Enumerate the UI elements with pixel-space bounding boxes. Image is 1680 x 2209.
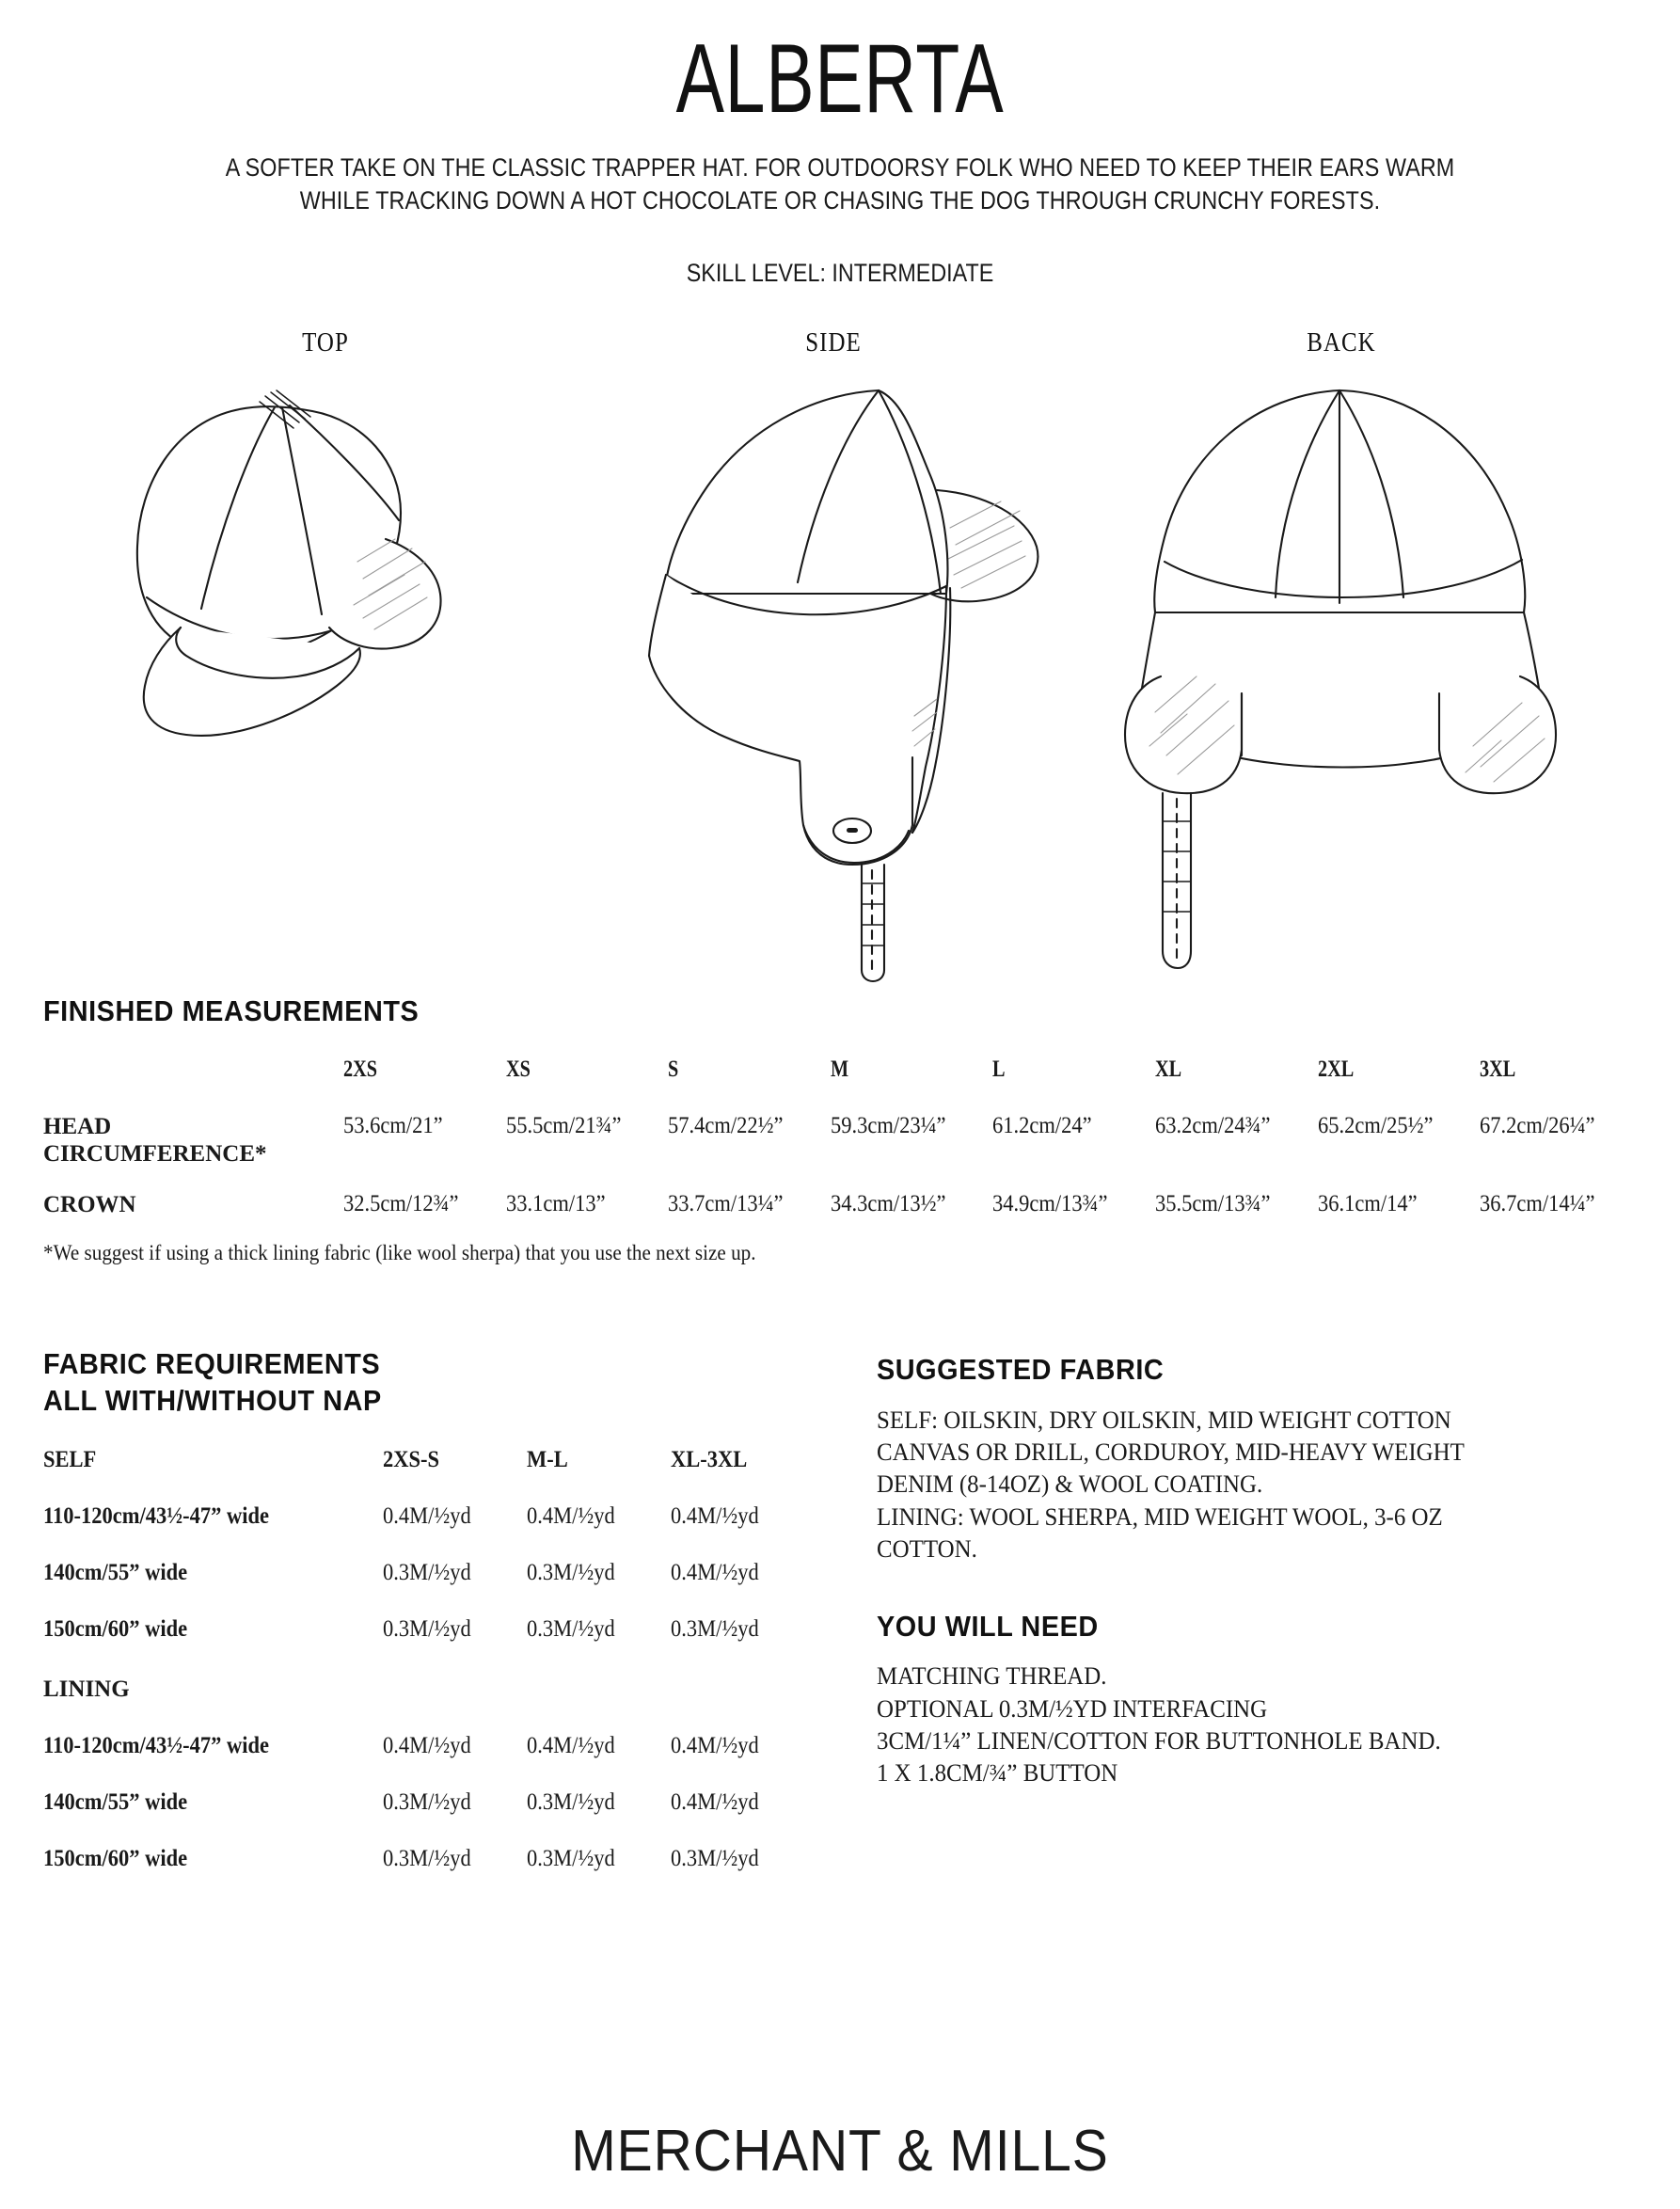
table-row	[43, 1658, 815, 1718]
suggested-fabric-text	[877, 1404, 1591, 1565]
lining-row-1-m-l: 0.4M/½yd	[527, 1732, 616, 1758]
size-header-3xl	[1480, 1057, 1625, 1107]
table-header-row	[43, 1434, 815, 1488]
self-row-2-m-l: 0.3M/½yd	[527, 1559, 616, 1585]
size-header-2xl	[1318, 1057, 1464, 1107]
lining-row-2-width: 140cm/55” wide	[43, 1788, 188, 1815]
hat-top-illustration	[81, 362, 570, 757]
size-label: M	[830, 1056, 848, 1082]
cell-crown-m: 34.3cm/13½”	[830, 1190, 946, 1216]
lining-row-3-2xs-s: 0.3M/½yd	[383, 1845, 472, 1871]
self-row-1-2xs-s: 0.4M/½yd	[383, 1502, 472, 1529]
you-will-need-line-2: OPTIONAL 0.3M/½YD INTERFACING	[877, 1693, 1268, 1723]
size-label: 2XS	[343, 1056, 378, 1082]
row-label-head-circumference: HEAD CIRCUMFERENCE*	[43, 1113, 267, 1168]
table-row	[43, 1545, 815, 1601]
lining-row-2-2xs-s: 0.3M/½yd	[383, 1788, 472, 1815]
table-row	[43, 1107, 1642, 1185]
view-back	[1097, 327, 1586, 988]
cell-head-2xs: 53.6cm/21”	[343, 1112, 443, 1138]
lining-row-3-width: 150cm/60” wide	[43, 1845, 188, 1871]
you-will-need-line-3: 3CM/1¼” LINEN/COTTON FOR BUTTONHOLE BAND.	[877, 1726, 1442, 1755]
finished-measurements-table	[43, 1057, 1642, 1236]
column-header-xl-3xl: XL-3XL	[671, 1446, 748, 1472]
self-row-2-xl-3xl: 0.4M/½yd	[671, 1559, 759, 1585]
description-line-2: WHILE TRACKING DOWN A HOT CHOCOLATE OR CHASING THE DOG THROUGH CRUNCHY FORESTS.	[299, 186, 1381, 215]
self-row-2-2xs-s: 0.3M/½yd	[383, 1559, 472, 1585]
description-line-1: A SOFTER TAKE ON THE CLASSIC TRAPPER HAT. FOR OUTDOORSY FOLK WHO NEED TO KEEP THEIR EARS WARM	[225, 153, 1455, 183]
cell-head-xl: 63.2cm/24¾”	[1155, 1112, 1271, 1138]
size-header-xl	[1155, 1057, 1301, 1107]
cell-head-3xl: 67.2cm/26¼”	[1480, 1112, 1595, 1138]
measurement-label-header	[43, 1057, 313, 1107]
cell-head-xs: 55.5cm/21¾”	[505, 1112, 622, 1138]
lower-section	[43, 1346, 1637, 1887]
view-side-label: SIDE	[805, 327, 862, 358]
hat-back-illustration	[1097, 362, 1586, 983]
fabric-requirements-heading-line-2: ALL WITH/WITHOUT NAP	[43, 1383, 382, 1417]
suggested-fabric-heading: SUGGESTED FABRIC	[877, 1353, 1165, 1387]
self-row-1-xl-3xl: 0.4M/½yd	[671, 1502, 759, 1529]
size-label: L	[992, 1056, 1006, 1082]
column-header-m-l: M-L	[527, 1446, 569, 1472]
fabric-and-notions-column	[877, 1346, 1637, 1887]
table-row	[43, 1601, 815, 1658]
self-row-3-m-l: 0.3M/½yd	[527, 1615, 616, 1642]
lining-header: LINING	[43, 1676, 130, 1702]
page-footer	[0, 2118, 1680, 2185]
table-row	[43, 1488, 815, 1545]
cell-head-m: 59.3cm/23¼”	[830, 1112, 946, 1138]
lining-row-3-xl-3xl: 0.3M/½yd	[671, 1845, 759, 1871]
suggested-fabric-line-4: LINING: WOOL SHERPA, MID WEIGHT WOOL, 3-6 OZ	[877, 1502, 1444, 1531]
view-top-label: TOP	[302, 327, 349, 358]
view-side	[626, 327, 1040, 988]
size-label: S	[668, 1056, 679, 1082]
lining-row-2-m-l: 0.3M/½yd	[527, 1788, 616, 1815]
cell-crown-l: 34.9cm/13¾”	[992, 1190, 1108, 1216]
pattern-description	[195, 151, 1486, 217]
skill-level: SKILL LEVEL: INTERMEDIATE	[686, 259, 994, 288]
size-header-xs	[506, 1057, 652, 1107]
brand-logo: MERCHANT & MILLS	[571, 2119, 1109, 2184]
you-will-need-line-4: 1 X 1.8CM/¾” BUTTON	[877, 1758, 1118, 1788]
cell-crown-xl: 35.5cm/13¾”	[1155, 1190, 1271, 1216]
size-label: XS	[505, 1056, 531, 1082]
cell-head-s: 57.4cm/22½”	[668, 1112, 784, 1138]
table-row	[43, 1718, 815, 1774]
row-label-crown: CROWN	[43, 1191, 136, 1217]
technical-drawings	[43, 327, 1637, 986]
suggested-fabric-line-5: COTTON.	[877, 1534, 978, 1564]
cell-head-2xl: 65.2cm/25½”	[1317, 1112, 1434, 1138]
self-row-3-2xs-s: 0.3M/½yd	[383, 1615, 472, 1642]
cell-crown-3xl: 36.7cm/14¼”	[1480, 1190, 1595, 1216]
cell-head-l: 61.2cm/24”	[992, 1112, 1093, 1138]
lining-row-1-xl-3xl: 0.4M/½yd	[671, 1732, 759, 1758]
self-row-3-xl-3xl: 0.3M/½yd	[671, 1615, 759, 1642]
page-title: ALBERTA	[675, 24, 1005, 134]
self-header: SELF	[43, 1446, 97, 1472]
size-label: 3XL	[1480, 1056, 1516, 1082]
suggested-fabric-line-3: DENIM (8-14OZ) & WOOL COATING.	[877, 1470, 1263, 1499]
you-will-need-text	[877, 1660, 1591, 1789]
table-row	[43, 1185, 1642, 1236]
fabric-requirements-table	[43, 1434, 815, 1887]
finished-measurements-section	[43, 993, 1637, 1265]
column-header-2xs-s: 2XS-S	[383, 1446, 440, 1472]
suggested-fabric-line-2: CANVAS OR DRILL, CORDUROY, MID-HEAVY WEIGHT	[877, 1437, 1466, 1466]
cell-crown-2xs: 32.5cm/12¾”	[343, 1190, 459, 1216]
size-label: XL	[1155, 1056, 1182, 1082]
view-top	[81, 327, 570, 762]
table-row	[43, 1831, 815, 1887]
size-header-2xs	[343, 1057, 489, 1107]
self-row-1-m-l: 0.4M/½yd	[527, 1502, 616, 1529]
measurements-footnote: *We suggest if using a thick lining fabric (like wool sherpa) that you use the next size up.	[43, 1241, 756, 1265]
cell-crown-2xl: 36.1cm/14”	[1317, 1190, 1418, 1216]
cell-crown-xs: 33.1cm/13”	[505, 1190, 606, 1216]
you-will-need-heading: YOU WILL NEED	[877, 1609, 1100, 1643]
size-header-l	[992, 1057, 1138, 1107]
finished-measurements-heading: FINISHED MEASUREMENTS	[43, 994, 420, 1028]
self-row-1-width: 110-120cm/43½-47” wide	[43, 1502, 269, 1529]
fabric-requirements-heading	[43, 1346, 818, 1419]
table-header-row	[43, 1057, 1642, 1107]
hat-side-illustration	[626, 362, 1040, 983]
self-row-3-width: 150cm/60” wide	[43, 1615, 188, 1642]
table-row	[43, 1774, 815, 1831]
view-back-label: BACK	[1307, 327, 1376, 358]
size-header-s	[668, 1057, 814, 1107]
size-header-m	[831, 1057, 976, 1107]
fabric-requirements-heading-line-1: FABRIC REQUIREMENTS	[43, 1347, 381, 1381]
lining-row-1-2xs-s: 0.4M/½yd	[383, 1732, 472, 1758]
lining-row-3-m-l: 0.3M/½yd	[527, 1845, 616, 1871]
you-will-need-line-1: MATCHING THREAD.	[877, 1661, 1107, 1691]
size-label: 2XL	[1317, 1056, 1354, 1082]
self-row-2-width: 140cm/55” wide	[43, 1559, 188, 1585]
lining-row-2-xl-3xl: 0.4M/½yd	[671, 1788, 759, 1815]
fabric-requirements-section	[43, 1346, 877, 1887]
suggested-fabric-line-1: SELF: OILSKIN, DRY OILSKIN, MID WEIGHT COTTON	[877, 1405, 1452, 1434]
lining-row-1-width: 110-120cm/43½-47” wide	[43, 1732, 269, 1758]
cell-crown-s: 33.7cm/13¼”	[668, 1190, 784, 1216]
